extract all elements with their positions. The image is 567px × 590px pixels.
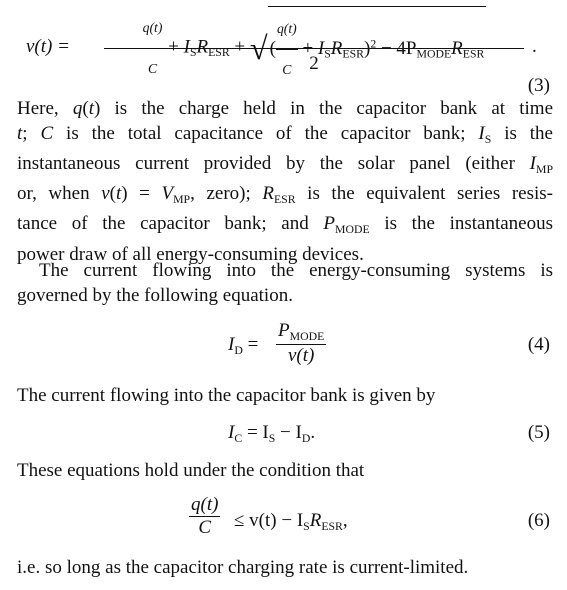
eq4-denominator: v(t) bbox=[276, 344, 326, 367]
eq3-q-over-c: $\frac{q(t)}{C}$ bbox=[142, 8, 164, 89]
eq3-denominator: 2 bbox=[309, 53, 319, 74]
p1-line-3: instantaneous current provided by the solar panel (either $I_{MP}$ bbox=[17, 152, 553, 176]
eq4-fraction bbox=[276, 320, 326, 367]
paragraph-4: These equations hold under the condition that bbox=[17, 460, 365, 481]
eq3-sqrt: √ ( $\frac{q(t)}{C}$ + $I_SR_{ESR})^2 - 4P_{MODE}R_{ESR}$ bbox=[250, 6, 486, 90]
eq6-rhs: ≤ $v(t) - I_SR_{ESR}$, bbox=[234, 510, 348, 533]
eq3-sub-ESR: ESR bbox=[208, 46, 230, 60]
equation-6 bbox=[0, 494, 567, 550]
eq3-numerator bbox=[98, 6, 530, 77]
equation-5 bbox=[0, 422, 567, 450]
paragraph-5: i.e. so long as the capacitor charging rate is current-limited. bbox=[17, 557, 469, 578]
eq6-number: (6) bbox=[527, 510, 550, 531]
eq5-expression: $I_C = I_S - I_D$. bbox=[228, 422, 316, 445]
p1-line-6: power draw of all energy-consuming devices. bbox=[17, 243, 364, 265]
eq5-number: (5) bbox=[527, 422, 550, 443]
eq3-number: (3) bbox=[527, 75, 550, 96]
eq4-numerator: $P_{MODE}$ bbox=[278, 320, 325, 343]
p1-line-1: Here, q(t) is the charge held in the capacitor bank at time bbox=[17, 98, 554, 119]
eq4-lhs: $I_D$ = bbox=[228, 334, 259, 357]
p1-line-2: t; C is the total capacitance of the capacitor bank; $I_S$ is the bbox=[17, 122, 553, 146]
eq4-number: (4) bbox=[527, 334, 550, 355]
eq3-I: I bbox=[183, 36, 190, 58]
eq3-plus-2: + bbox=[234, 36, 246, 58]
eq3-period: . bbox=[532, 36, 537, 57]
p1-line-5: tance of the capacitor bank; and $P_{MODE}$ is the instantaneous bbox=[17, 213, 553, 237]
paragraph-3: The current flowing into the capacitor bank is given by bbox=[17, 385, 436, 406]
equation-4 bbox=[0, 316, 567, 376]
paragraph-2: The current flowing into the energy-consuming systems is governed by the following equation. bbox=[17, 260, 553, 306]
eq6-denominator: C bbox=[189, 516, 220, 539]
p1-line-4: or, when $v(t) = V_{MP}$, zero); $R_{ESR}$ is the equivalent series resis- bbox=[17, 183, 554, 206]
eq6-numerator: q(t) bbox=[191, 494, 219, 515]
eq3-R: R bbox=[196, 36, 209, 58]
eq3-lhs: v(t) = bbox=[26, 36, 70, 57]
eq3-plus-1: + bbox=[168, 36, 179, 58]
eq3-sub-S: S bbox=[189, 46, 197, 60]
eq3-fraction bbox=[98, 6, 530, 79]
paragraph-1 bbox=[17, 97, 553, 267]
equation-3 bbox=[0, 6, 567, 90]
eq6-fraction bbox=[189, 494, 220, 539]
